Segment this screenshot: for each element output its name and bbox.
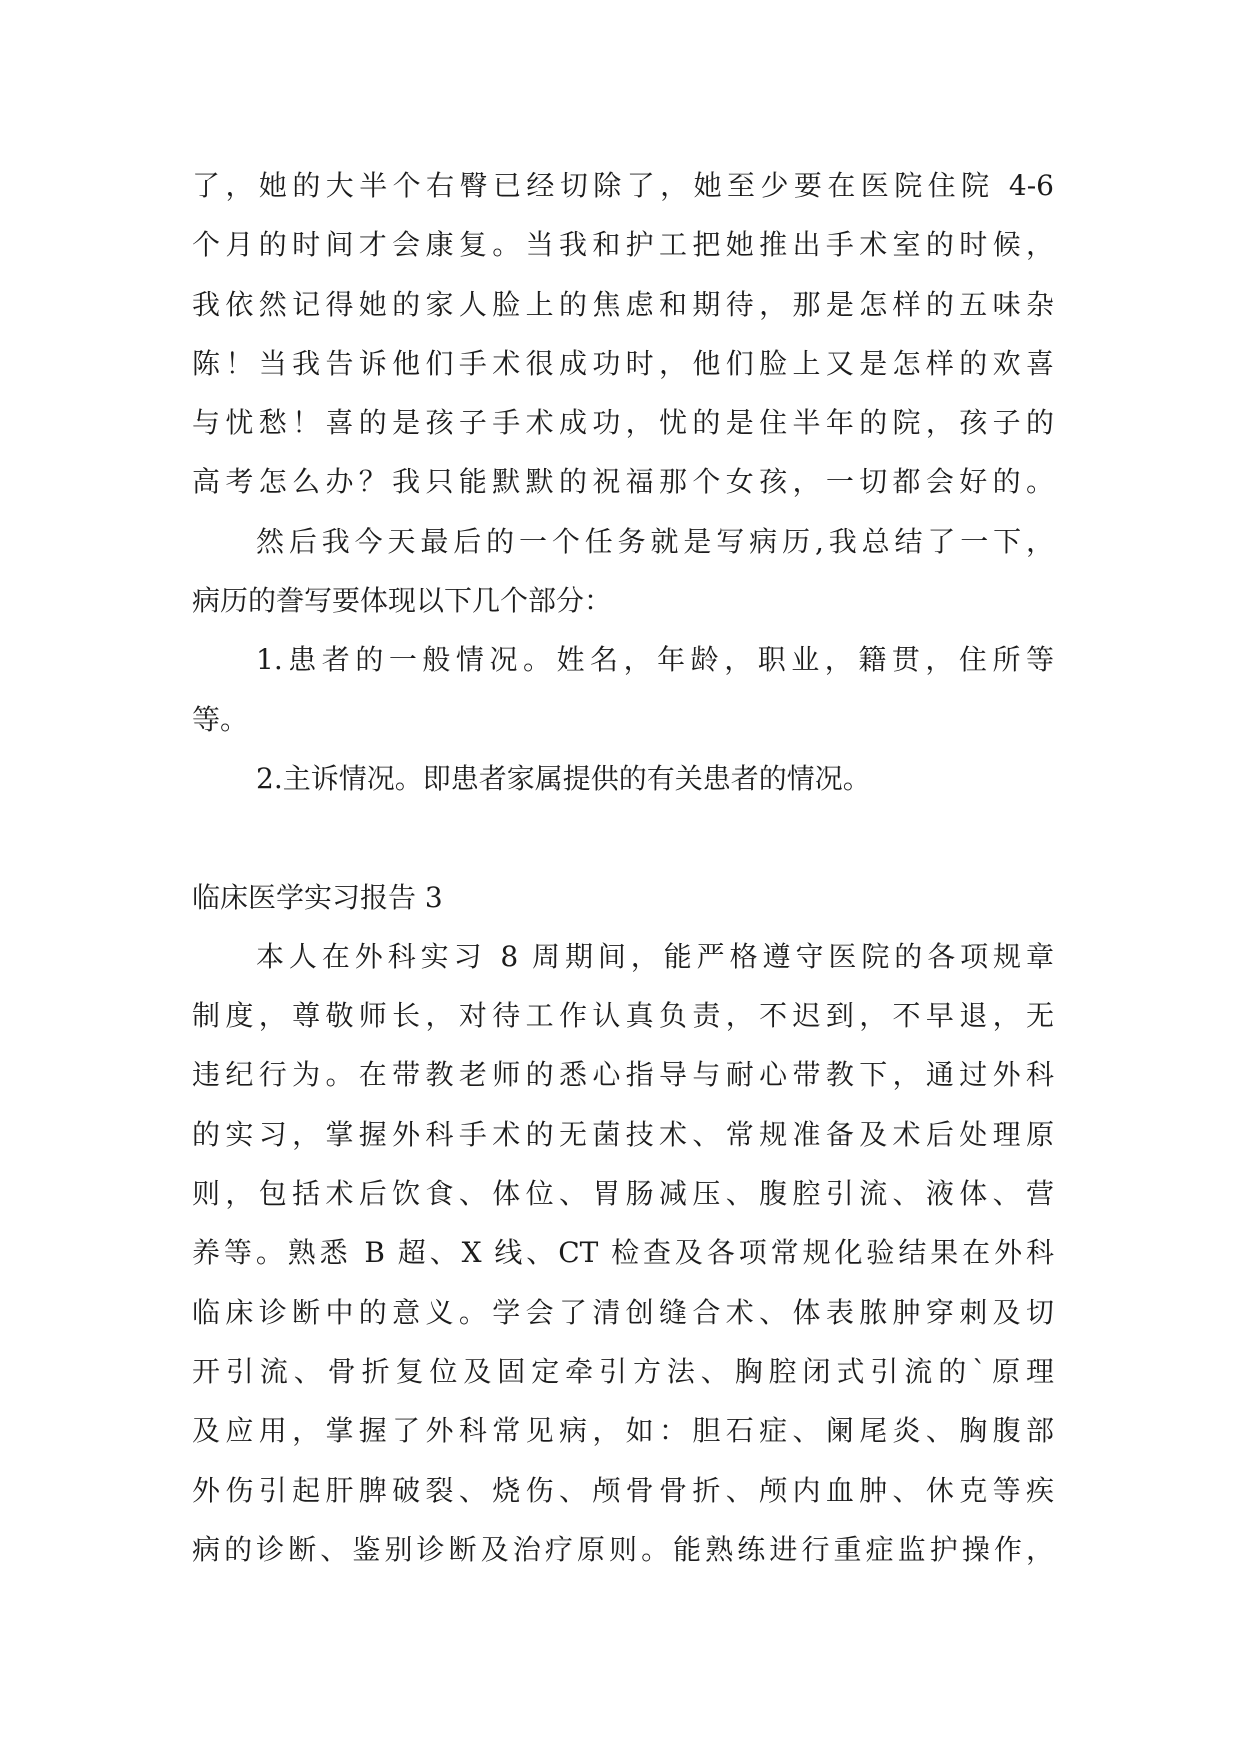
text-line: 然后我今天最后的一个任务就是写病历,我总结了一下， bbox=[256, 524, 1054, 558]
paragraph bbox=[192, 512, 1054, 631]
text-line: 2.主诉情况。即患者家属提供的有关患者的情况。 bbox=[256, 761, 871, 795]
section-heading: 临床医学实习报告 3 bbox=[192, 880, 443, 914]
text-body bbox=[192, 156, 1054, 1579]
text-line: 养等。熟悉 B 超、X 线、CT 检查及各项常规化验结果在外科 bbox=[192, 1236, 1054, 1270]
text-line: 1.患者的一般情况。姓名，年龄，职业，籍贯，住所等 bbox=[256, 643, 1054, 677]
text-line: 制度，尊敬师长，对待工作认真负责，不迟到，不早退，无 bbox=[192, 999, 1054, 1033]
text-line: 病的诊断、鉴别诊断及治疗原则。能熟练进行重症监护操作， bbox=[192, 1532, 1054, 1566]
text-line: 开引流、骨折复位及固定牵引方法、胸腔闭式引流的`原理 bbox=[192, 1354, 1054, 1388]
list-item bbox=[192, 630, 1054, 749]
text-line: 我依然记得她的家人脸上的焦虑和期待，那是怎样的五味杂 bbox=[192, 287, 1054, 321]
text-line: 与忧愁！喜的是孩子手术成功，忧的是住半年的院，孩子的 bbox=[192, 406, 1054, 440]
paragraph bbox=[192, 927, 1054, 1579]
text-line: 本人在外科实习 8 周期间，能严格遵守医院的各项规章 bbox=[256, 939, 1054, 973]
text-line: 高考怎么办？我只能默默的祝福那个女孩，一切都会好的。 bbox=[192, 465, 1054, 499]
text-line: 的实习，掌握外科手术的无菌技术、常规准备及术后处理原 bbox=[192, 1117, 1054, 1151]
blank-line bbox=[192, 808, 1054, 867]
text-line: 违纪行为。在带教老师的悉心指导与耐心带教下，通过外科 bbox=[192, 1058, 1054, 1092]
text-line: 临床诊断中的意义。学会了清创缝合术、体表脓肿穿刺及切 bbox=[192, 1295, 1054, 1329]
text-line: 等。 bbox=[192, 702, 249, 736]
text-line: 及应用，掌握了外科常见病，如：胆石症、阑尾炎、胸腹部 bbox=[192, 1414, 1054, 1448]
list-item bbox=[192, 749, 1054, 808]
text-line: 了，她的大半个右臀已经切除了，她至少要在医院住院 4-6 bbox=[192, 169, 1054, 202]
paragraph bbox=[192, 156, 1054, 512]
text-line: 个月的时间才会康复。当我和护工把她推出手术室的时候， bbox=[192, 228, 1054, 262]
text-line: 病历的誊写要体现以下几个部分： bbox=[192, 584, 613, 618]
text-line: 则，包括术后饮食、体位、胃肠减压、腹腔引流、液体、营 bbox=[192, 1177, 1054, 1211]
text-line: 陈！当我告诉他们手术很成功时，他们脸上又是怎样的欢喜 bbox=[192, 346, 1054, 380]
text-line: 外伤引起肝脾破裂、烧伤、颅骨骨折、颅内血肿、休克等疾 bbox=[192, 1473, 1054, 1507]
